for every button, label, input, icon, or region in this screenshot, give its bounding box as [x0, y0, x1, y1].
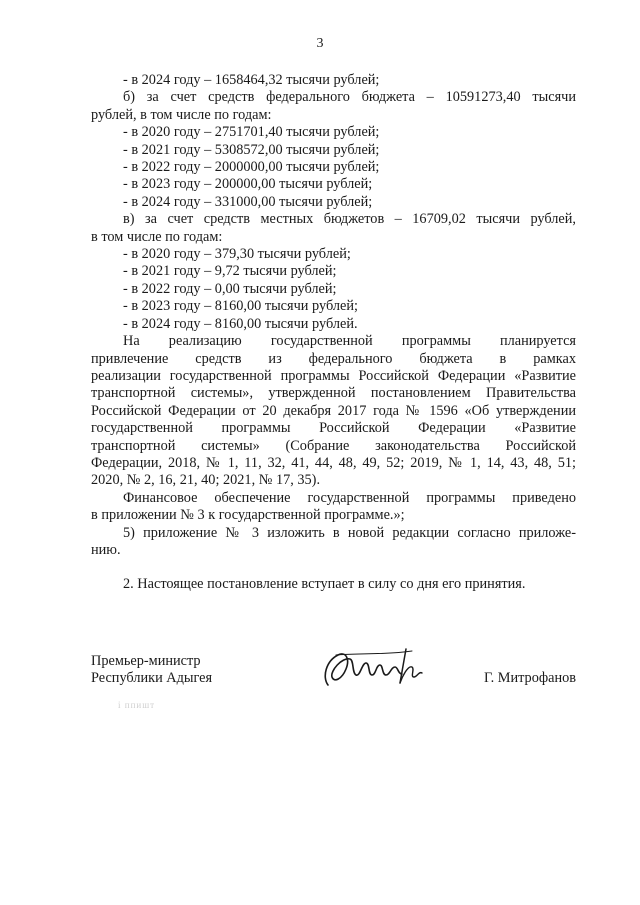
text-line: в приложении № 3 к государственной программе.»;	[91, 507, 405, 524]
text-line: рублей, в том числе по годам:	[91, 106, 272, 123]
text-line: нию.	[91, 541, 121, 558]
text-line: Финансовое обеспечение государственной программы приведено	[123, 489, 576, 506]
text-line: б) за счет средств федерального бюджета – 10591273,40 тысячи	[123, 89, 576, 106]
text-line: - в 2021 году – 5308572,00 тысячи рублей;	[123, 141, 380, 158]
text-line: - в 2020 году – 2751701,40 тысячи рублей;	[123, 124, 380, 141]
faint-mark: i ппишт	[118, 700, 156, 710]
text-line: На реализацию государственной программы планируется	[123, 333, 576, 350]
document-body	[91, 72, 576, 594]
text-line: - в 2022 году – 0,00 тысячи рублей;	[123, 280, 337, 297]
signatory-position	[91, 653, 212, 688]
spacer	[91, 559, 576, 576]
text-line: - в 2022 году – 2000000,00 тысячи рублей;	[123, 159, 380, 176]
text-line: транспортной системы», утвержденной постановлением Правительства	[91, 385, 576, 402]
text-line: - в 2023 году – 8160,00 тысячи рублей;	[123, 298, 358, 315]
text-line: привлечение средств из федерального бюджета в рамках	[91, 350, 576, 367]
text-line: - в 2023 году – 200000,00 тысячи рублей;	[123, 176, 373, 193]
text-line: - в 2020 году – 379,30 тысячи рублей;	[123, 246, 351, 263]
text-line: 5) приложение № 3 изложить в новой редакции согласно приложе-	[123, 524, 576, 541]
position-line: Республики Адыгея	[91, 670, 213, 687]
text-line: Федерации, 2018, № 1, 11, 32, 41, 44, 48, 49, 52; 2019, № 1, 14, 43, 48, 51;	[91, 454, 576, 471]
text-line: - в 2024 году – 1658464,32 тысячи рублей;	[123, 72, 380, 88]
text-line: реализации государственной программы Российской Федерации «Развитие	[91, 367, 576, 384]
text-line: - в 2024 году – 8160,00 тысячи рублей.	[123, 315, 358, 332]
position-line: Премьер-министр	[91, 653, 201, 669]
text-line: транспортной системы» (Собрание законодательства Российской	[91, 437, 576, 454]
signatory-name: Г. Митрофанов	[483, 670, 576, 686]
text-line: Российской Федерации от 20 декабря 2017 года № 1596 «Об утверждении	[91, 402, 576, 419]
text-line: в) за счет средств местных бюджетов – 16709,02 тысячи рублей,	[123, 211, 576, 228]
text-line: 2. Настоящее постановление вступает в силу со дня его принятия.	[123, 576, 526, 593]
text-line: в том числе по годам:	[91, 228, 223, 245]
text-line: - в 2024 году – 331000,00 тысячи рублей;	[123, 193, 373, 210]
page-number: 3	[316, 36, 324, 51]
text-line: 2020, № 2, 16, 21, 40; 2021, № 17, 35).	[91, 472, 321, 489]
text-line: государственной программы Российской Федерации «Развитие	[91, 420, 576, 437]
text-line: - в 2021 году – 9,72 тысячи рублей;	[123, 263, 337, 280]
handwritten-signature	[316, 643, 436, 693]
